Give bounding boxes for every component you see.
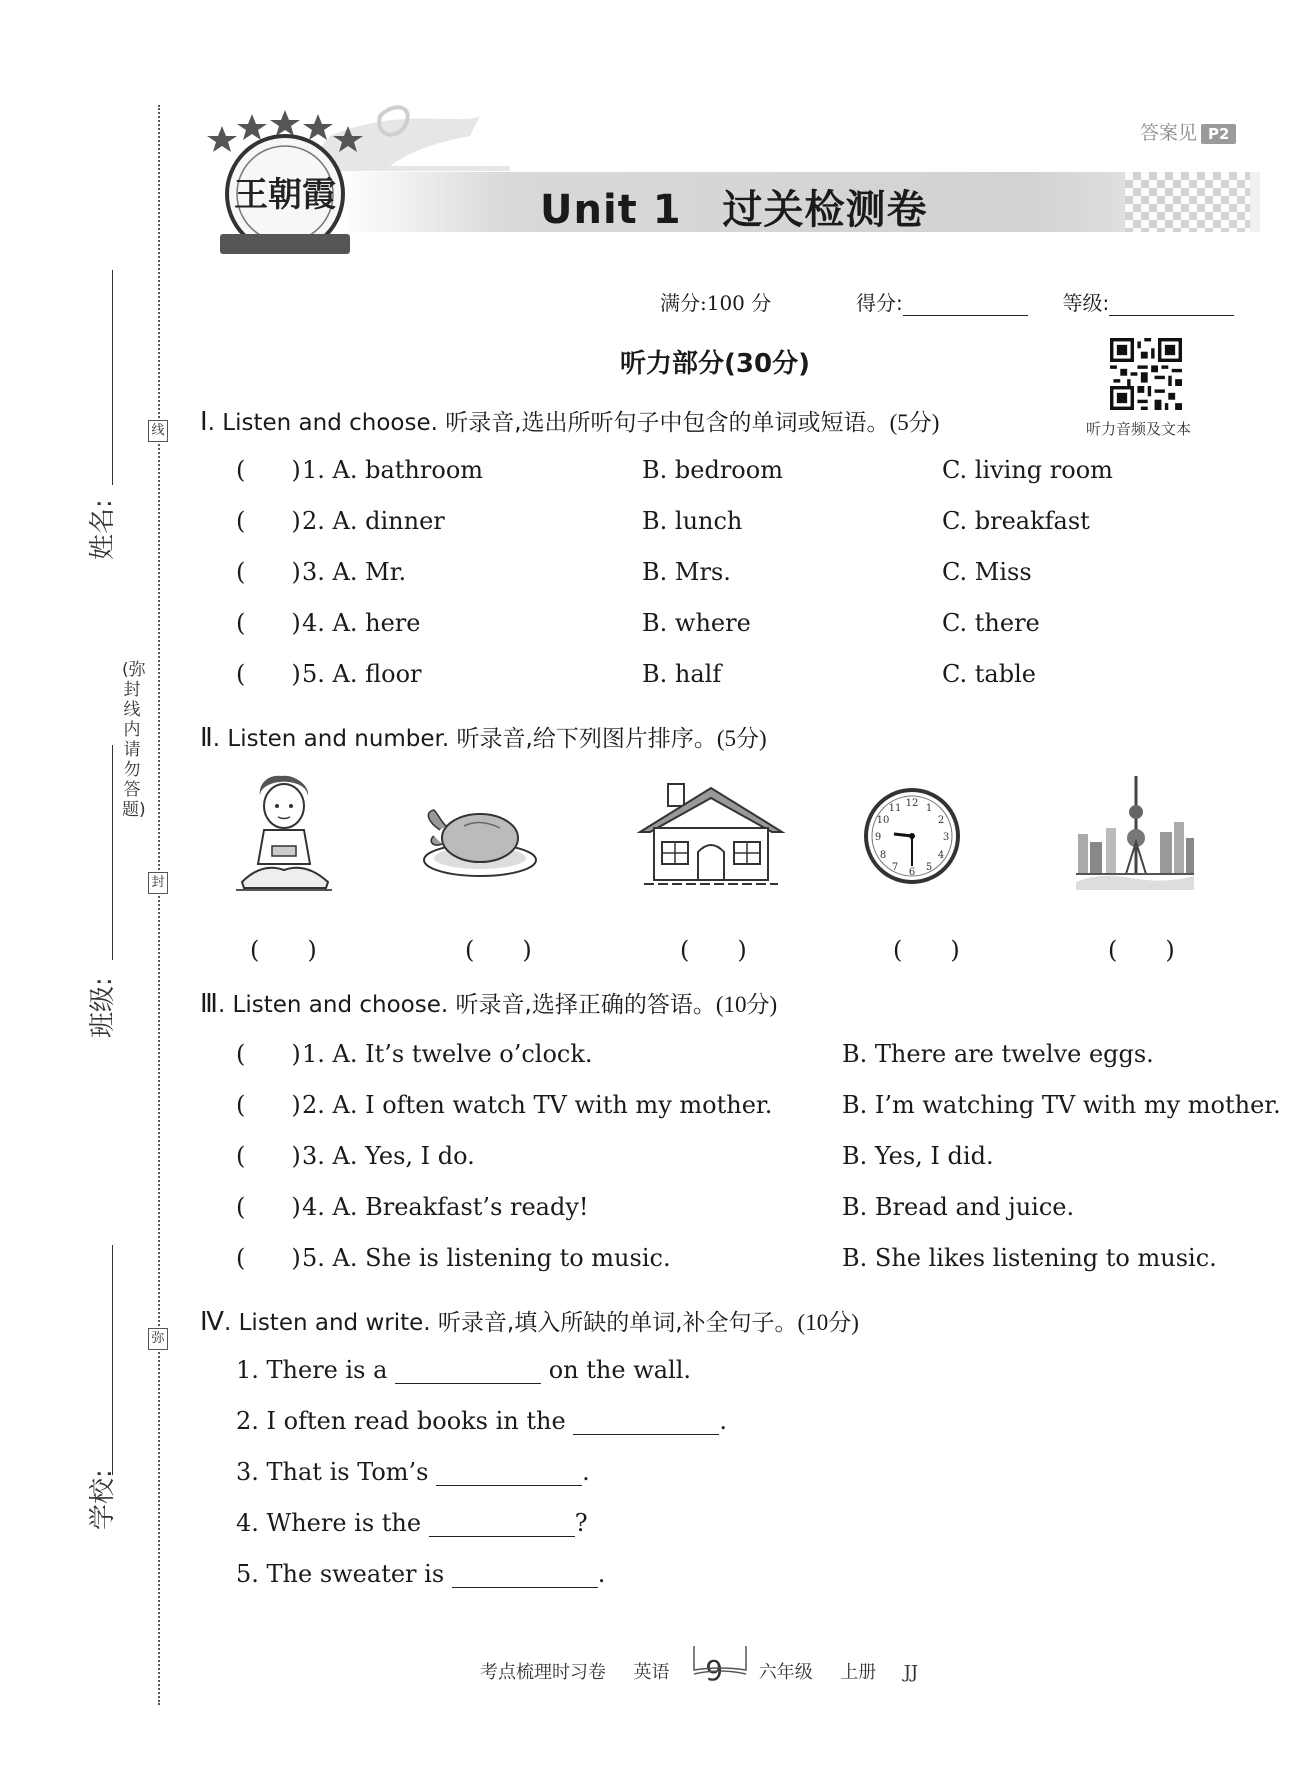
section-3-heading xyxy=(200,986,777,1019)
s1-q4-option-c: C. there xyxy=(942,609,1040,637)
s1-q1-option-a: 1. A. bathroom xyxy=(302,456,484,484)
s3-q4-option-a: 4. A. Breakfast’s ready! xyxy=(302,1193,589,1221)
qr-code-icon[interactable] xyxy=(1110,338,1182,410)
svg-text:2: 2 xyxy=(937,815,945,826)
s1-q3-option-a: 3. A. Mr. xyxy=(302,558,407,586)
answer-reference xyxy=(1140,118,1236,145)
s1-q5-option-b: B. half xyxy=(642,660,722,688)
s4-sentence-1-end: on the wall. xyxy=(548,1356,692,1384)
section-3-instruction: . Listen and choose. 听录音,选择正确的答语。 xyxy=(217,992,716,1018)
section-4-number: Ⅳ xyxy=(200,1307,224,1336)
answer-paren-s3-2[interactable]: ( ) xyxy=(236,1091,301,1119)
s4-sentence-4-start: 4. Where is the xyxy=(236,1509,422,1537)
section-1-number: Ⅰ xyxy=(200,407,208,436)
answer-paren-s1-4[interactable]: ( ) xyxy=(236,609,301,637)
listening-section-title: 听力部分(30分) xyxy=(620,349,810,379)
score-line xyxy=(660,287,1234,316)
clock-image xyxy=(862,786,962,886)
section-4-heading xyxy=(200,1304,859,1337)
answer-paren-s1-3[interactable]: ( ) xyxy=(236,558,301,586)
s4-sentence-3 xyxy=(236,1458,590,1486)
s3-q2-option-a: 2. A. I often watch TV with my mother. xyxy=(302,1091,773,1119)
section-1-instruction: . Listen and choose. 听录音,选出所听句子中包含的单词或短语。 xyxy=(207,410,890,436)
section-1-points: (5分) xyxy=(889,410,940,435)
s4-sentence-2-start: 2. I often read books in the xyxy=(236,1407,566,1435)
footer-subject: 英语 xyxy=(633,1662,670,1683)
score-blank[interactable] xyxy=(903,293,1028,316)
s4-sentence-5-end: . xyxy=(597,1560,606,1588)
s3-q2-option-b: B. I’m watching TV with my mother. xyxy=(842,1091,1281,1119)
s4-blank-4[interactable] xyxy=(429,1514,575,1537)
binding-mark-xian: 线 xyxy=(148,420,168,442)
section-4-instruction: . Listen and write. 听录音,填入所缺的单词,补全句子。 xyxy=(224,1310,798,1336)
s3-q4-option-b: B. Bread and juice. xyxy=(842,1193,1075,1221)
answer-paren-s3-1[interactable]: ( ) xyxy=(236,1040,301,1068)
s3-q1-option-a: 1. A. It’s twelve o’clock. xyxy=(302,1040,593,1068)
footer-series: 考点梳理时习卷 xyxy=(480,1662,606,1683)
s1-q2-option-c: C. breakfast xyxy=(942,507,1090,535)
section-2-heading xyxy=(200,720,767,753)
boy-sitting-image xyxy=(232,772,337,894)
s4-sentence-1-start: 1. There is a xyxy=(236,1356,388,1384)
logo-text: 王朝霞 xyxy=(234,175,336,215)
binding-note-text: (弥封线内请勿答题) xyxy=(122,660,146,820)
section-3-number: Ⅲ xyxy=(200,989,218,1018)
grade-blank[interactable] xyxy=(1109,293,1234,316)
s4-blank-3[interactable] xyxy=(436,1463,582,1486)
picture-1-answer-paren[interactable]: ( ) xyxy=(250,936,317,964)
roast-chicken-image xyxy=(420,800,540,880)
full-score-label: 满分:100 分 xyxy=(660,291,772,315)
s4-sentence-3-start: 3. That is Tom’s xyxy=(236,1458,429,1486)
picture-4-answer-paren[interactable]: ( ) xyxy=(893,936,960,964)
footer-volume: 上册 xyxy=(840,1662,877,1683)
s3-q5-option-b: B. She likes listening to music. xyxy=(842,1244,1217,1272)
s1-q2-option-a: 2. A. dinner xyxy=(302,507,445,535)
s1-q1-option-b: B. bedroom xyxy=(642,456,783,484)
svg-text:6: 6 xyxy=(908,867,916,878)
svg-text:1: 1 xyxy=(925,803,933,814)
svg-text:4: 4 xyxy=(937,850,945,861)
s4-sentence-4 xyxy=(236,1509,588,1537)
binding-dotted-line xyxy=(158,105,160,1705)
checker-decoration xyxy=(1125,172,1250,232)
s4-sentence-5-start: 5. The sweater is xyxy=(236,1560,445,1588)
class-label: 班级: xyxy=(88,977,118,1038)
binding-mark-mi: 弥 xyxy=(148,1328,168,1350)
s4-sentence-3-end: . xyxy=(582,1458,590,1486)
city-skyline-image xyxy=(1070,772,1200,892)
s1-q5-option-c: C. table xyxy=(942,660,1036,688)
logo-emblem xyxy=(180,96,510,256)
s4-blank-2[interactable] xyxy=(573,1412,719,1435)
s4-sentence-4-end: ? xyxy=(574,1509,588,1537)
answer-paren-s3-4[interactable]: ( ) xyxy=(236,1193,301,1221)
section-2-instruction: . Listen and number. 听录音,给下列图片排序。 xyxy=(212,726,717,752)
s1-q4-option-b: B. where xyxy=(642,609,751,637)
score-label: 得分: xyxy=(856,291,903,315)
s3-q3-option-a: 3. A. Yes, I do. xyxy=(302,1142,475,1170)
section-3-points: (10分) xyxy=(715,992,778,1017)
s4-sentence-2 xyxy=(236,1407,727,1435)
picture-2-answer-paren[interactable]: ( ) xyxy=(465,936,532,964)
svg-text:8: 8 xyxy=(879,850,887,861)
s3-q5-option-a: 5. A. She is listening to music. xyxy=(302,1244,671,1272)
class-blank-line xyxy=(112,745,113,960)
s1-q3-option-b: B. Mrs. xyxy=(642,558,731,586)
s4-sentence-1 xyxy=(236,1356,691,1384)
page-title: Unit 1 过关检测卷 xyxy=(540,187,928,233)
picture-3-answer-paren[interactable]: ( ) xyxy=(680,936,747,964)
s1-q3-option-c: C. Miss xyxy=(942,558,1032,586)
answer-paren-s3-5[interactable]: ( ) xyxy=(236,1244,301,1272)
s1-q1-option-c: C. living room xyxy=(942,456,1113,484)
picture-5-answer-paren[interactable]: ( ) xyxy=(1108,936,1175,964)
s1-q4-option-a: 4. A. here xyxy=(302,609,421,637)
school-label: 学校: xyxy=(88,1469,118,1530)
svg-text:7: 7 xyxy=(891,862,899,873)
svg-text:9: 9 xyxy=(874,832,882,843)
answer-paren-s1-1[interactable]: ( ) xyxy=(236,456,301,484)
qr-caption: 听力音频及文本 xyxy=(1086,420,1192,438)
answer-page-badge: P2 xyxy=(1201,124,1236,144)
answer-ref-text: 答案见 xyxy=(1140,122,1198,144)
page-number: 9 xyxy=(705,1654,724,1687)
logo-ribbon xyxy=(220,234,350,254)
s4-blank-5[interactable] xyxy=(452,1565,598,1588)
section-1-heading xyxy=(200,404,939,437)
svg-text:11: 11 xyxy=(888,803,902,814)
s1-q5-option-a: 5. A. floor xyxy=(302,660,422,688)
name-blank-line xyxy=(112,270,113,485)
page-number-book-icon xyxy=(690,1640,750,1676)
svg-text:3: 3 xyxy=(942,832,950,843)
name-label: 姓名: xyxy=(88,499,118,560)
s4-sentence-5 xyxy=(236,1560,605,1588)
footer-edition: JJ xyxy=(903,1662,919,1683)
section-2-number: Ⅱ xyxy=(200,723,213,752)
s1-q2-option-b: B. lunch xyxy=(642,507,743,535)
svg-text:10: 10 xyxy=(876,815,890,826)
answer-paren-s3-3[interactable]: ( ) xyxy=(236,1142,301,1170)
s4-sentence-2-end: . xyxy=(719,1407,727,1435)
binding-mark-feng: 封 xyxy=(148,872,168,894)
s4-blank-1[interactable] xyxy=(395,1361,541,1384)
svg-text:5: 5 xyxy=(925,862,933,873)
grade-label: 等级: xyxy=(1062,291,1110,315)
s3-q3-option-b: B. Yes, I did. xyxy=(842,1142,994,1170)
section-2-points: (5分) xyxy=(716,726,767,751)
school-blank-line xyxy=(112,1245,113,1475)
section-4-points: (10分) xyxy=(797,1310,859,1335)
s3-q1-option-b: B. There are twelve eggs. xyxy=(842,1040,1154,1068)
answer-paren-s1-2[interactable]: ( ) xyxy=(236,507,301,535)
footer-grade: 六年级 xyxy=(758,1662,813,1683)
binding-note xyxy=(122,660,146,820)
svg-text:12: 12 xyxy=(905,798,919,809)
answer-paren-s1-5[interactable]: ( ) xyxy=(236,660,301,688)
house-image xyxy=(636,780,786,892)
